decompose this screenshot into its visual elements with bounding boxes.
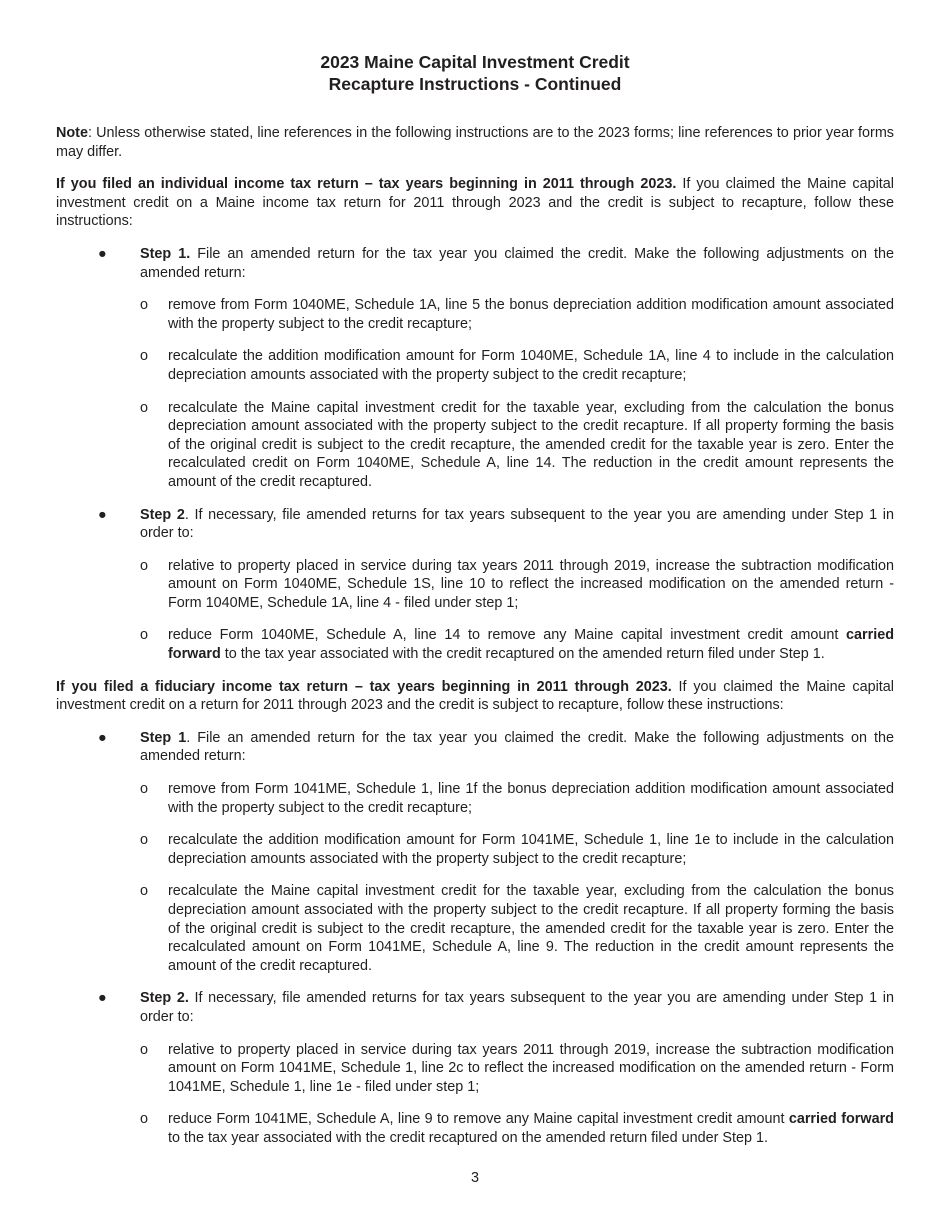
list-item <box>140 347 894 384</box>
item-text: recalculate the Maine capital investment credit for the taxable year, excluding from the calculation the bonus depreciation amount associated with the property subject to the credit recapture. If all property forming the basis of the original credit is subject to the credit recapture, the amended credit for the taxable year is zero. Enter the recalculated credit on Form 1040ME, Schedule A, line 14. The reduction in the credit amount represents the amount of the credit recaptured. <box>168 399 894 490</box>
fiduciary-step-1-items <box>140 780 894 975</box>
fiduciary-intro <box>56 678 894 715</box>
fiduciary-steps <box>56 729 894 1148</box>
list-item <box>140 1041 894 1097</box>
list-item <box>140 780 894 817</box>
list-item <box>140 557 894 613</box>
step-label: Step 1 <box>140 729 187 746</box>
step-text: File an amended return for the tax year you claimed the credit. Make the following adjustments on the amended return: <box>140 245 894 281</box>
sub-mark: o <box>140 883 149 900</box>
item-text: relative to property placed in service during tax years 2011 through 2019, increase the subtraction modification amount on Form 1041ME, Schedule 1, line 2c to reflect the increased modification on the amended return - Form 1041ME, Schedule 1, line 1e - filed under step 1; <box>168 1041 894 1095</box>
step-label: Step 2 <box>140 506 185 523</box>
bullet-mark: ● <box>98 245 107 262</box>
fiduciary-text: If you claimed the Maine capital investment credit on a return for 2011 through 2023 and the credit is subject to recapture, follow these instructions: <box>56 678 894 714</box>
individual-step-2 <box>56 506 894 664</box>
note-paragraph <box>56 124 894 161</box>
list-item <box>140 399 894 492</box>
item-text-pre: reduce Form 1041ME, Schedule A, line 9 to remove any Maine capital investment credit amount <box>168 1111 789 1128</box>
sub-mark: o <box>140 832 149 849</box>
individual-text: If you claimed the Maine capital investment credit on a Maine income tax return for 2011 through 2023 and the credit is subject to recapture, follow these instructions: <box>56 176 894 230</box>
bullet-mark: ● <box>98 729 107 746</box>
note-text: : Unless otherwise stated, line references in the following instructions are to the 2023 forms; line references to prior year forms may differ. <box>56 125 894 160</box>
list-item <box>140 1110 894 1147</box>
item-text-bold: carried forward <box>788 1111 894 1128</box>
fiduciary-step-1 <box>56 729 894 976</box>
fiduciary-heading: If you filed a fiduciary income tax return – tax years beginning in 2011 through 2023. <box>56 678 672 695</box>
individual-intro <box>56 175 894 231</box>
sub-mark: o <box>140 399 149 416</box>
item-text-bold: carried forward <box>168 627 894 663</box>
list-item <box>140 626 894 663</box>
page-number: 3 <box>470 1170 479 1186</box>
item-text: relative to property placed in service during tax years 2011 through 2019, increase the subtraction modification amount on Form 1040ME, Schedule 1S, line 10 to reflect the increased modification on the amended return - Form 1040ME, Schedule 1A, line 4 - filed under step 1; <box>168 557 894 611</box>
item-text: remove from Form 1041ME, Schedule 1, line 1f the bonus depreciation addition modification amount associated with the property subject to the credit recapture; <box>168 781 894 816</box>
step-text: If necessary, file amended returns for tax years subsequent to the year you are amending under Step 1 in order to: <box>140 990 894 1025</box>
step-text: . If necessary, file amended returns for tax years subsequent to the year you are amending under Step 1 in order to: <box>140 506 894 542</box>
item-text: recalculate the addition modification amount for Form 1040ME, Schedule 1A, line 4 to include in the calculation depreciation amounts associated with the property subject to the credit recapture; <box>168 348 894 383</box>
item-text: recalculate the addition modification amount for Form 1041ME, Schedule 1, line 1e to include in the calculation depreciation amounts associated with the property subject to the credit recapture; <box>168 832 894 867</box>
item-text: remove from Form 1040ME, Schedule 1A, line 5 the bonus depreciation addition modification amount associated with the property subject to the credit recapture; <box>168 297 894 332</box>
step-label: Step 2. <box>140 990 189 1007</box>
title-line-1: 2023 Maine Capital Investment Credit <box>320 52 630 72</box>
sub-mark: o <box>140 1111 149 1128</box>
sub-mark: o <box>140 781 149 798</box>
list-item <box>140 882 894 975</box>
sub-mark: o <box>140 297 149 314</box>
item-text-pre: reduce Form 1040ME, Schedule A, line 14 to remove any Maine capital investment credit amount <box>168 627 846 644</box>
sub-mark: o <box>140 627 149 644</box>
note-label: Note <box>56 125 88 141</box>
sub-mark: o <box>140 557 149 574</box>
sub-mark: o <box>140 1041 149 1058</box>
individual-step-2-items <box>140 557 894 664</box>
fiduciary-step-2-items <box>140 1041 894 1148</box>
individual-steps <box>56 245 894 664</box>
step-label: Step 1. <box>140 245 191 262</box>
item-text: recalculate the Maine capital investment credit for the taxable year, excluding from the calculation the bonus depreciation amount associated with the property subject to the credit recapture. If all property forming the basis of the original credit is subject to the credit recapture, the amended credit for the taxable year is zero. Enter the recalculated amount on Form 1041ME, Schedule A, line 9. The reduction in the credit amount represents the amount of the credit recaptured. <box>168 883 894 974</box>
individual-heading: If you filed an individual income tax return – tax years beginning in 2011 through 2023. <box>56 176 677 193</box>
item-text-post: to the tax year associated with the credit recaptured on the amended return filed under Step 1. <box>220 646 825 663</box>
bullet-mark: ● <box>98 506 107 523</box>
title-line-2: Recapture Instructions - Continued <box>328 74 622 94</box>
item-text-post: to the tax year associated with the credit recaptured on the amended return filed under Step 1. <box>168 1129 768 1146</box>
list-item <box>140 831 894 868</box>
bullet-mark: ● <box>98 990 107 1007</box>
sub-mark: o <box>140 348 149 365</box>
individual-step-1-items <box>140 296 894 491</box>
individual-step-1 <box>56 245 894 492</box>
fiduciary-step-2 <box>56 989 894 1147</box>
document-page <box>56 51 894 1162</box>
list-item <box>140 296 894 333</box>
page-title <box>56 51 894 95</box>
step-text: . File an amended return for the tax year you claimed the credit. Make the following adjustments on the amended return: <box>140 729 894 765</box>
